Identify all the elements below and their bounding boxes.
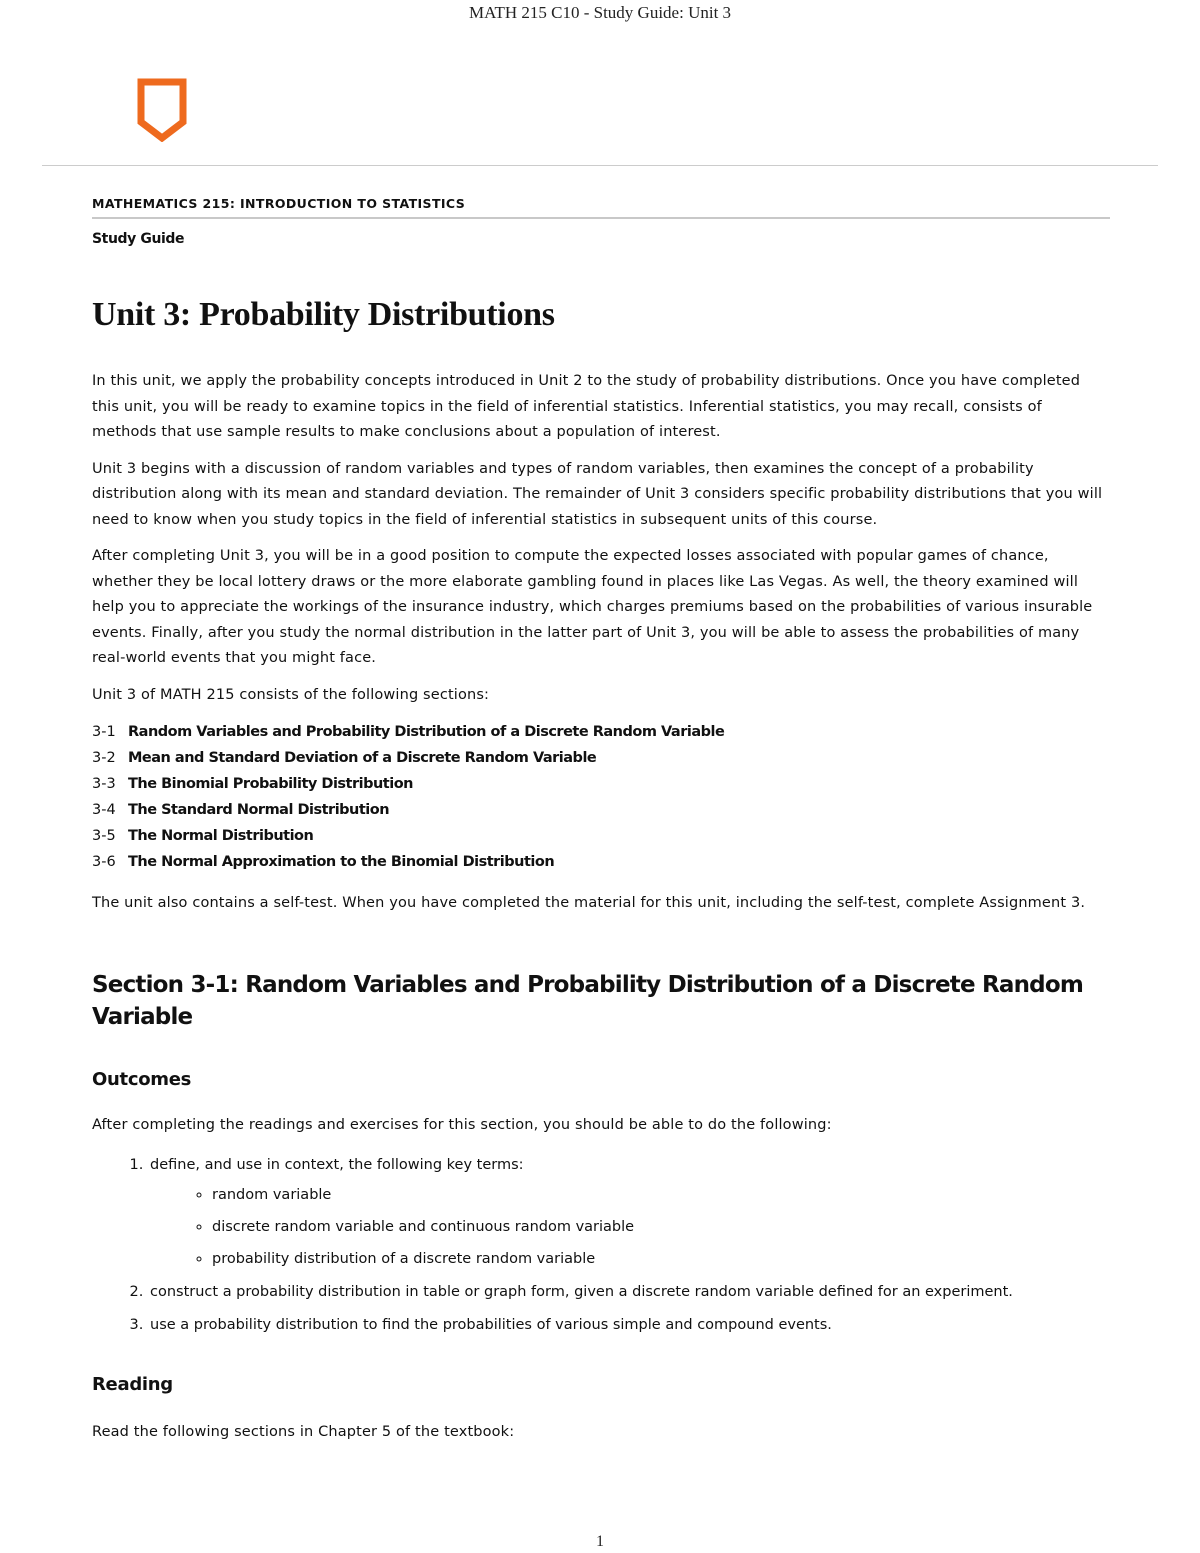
section-list-item[interactable]	[92, 797, 1110, 823]
section-link[interactable]: The Standard Normal Distribution	[128, 802, 390, 818]
outcomes-heading: Outcomes	[92, 1068, 192, 1090]
section-list-item[interactable]	[92, 719, 1110, 745]
section-number: 3-4	[92, 802, 116, 818]
page-number: 1	[596, 1533, 604, 1550]
outcome-item	[148, 1152, 1110, 1272]
intro-paragraph: Unit 3 begins with a discussion of random variables and types of random variables, then examines the concept of a probability distribution along with its mean and standard deviation. The remainder of Unit 3 considers specific probability distributions that you will need to know when you study topics in the field of inferential statistics in subsequent units of this course.	[92, 460, 1103, 528]
outcome-text: define, and use in context, the following key terms:	[150, 1157, 524, 1173]
intro-paragraph: In this unit, we apply the probability concepts introduced in Unit 2 to the study of probability distributions. Once you have completed this unit, you will be ready to examine topics in the field of inferential statistics. Inferential statistics, you may recall, consists of methods that use sample results to make conclusions about a population of interest.	[92, 373, 1081, 440]
print-header: MATH 215 C10 - Study Guide: Unit 3	[468, 3, 732, 22]
shield-logo-icon	[137, 78, 187, 142]
section-number: 3-3	[92, 776, 116, 792]
outcome-item: 3. use a probability distribution to find the probabilities of various simple and compound events.	[148, 1312, 1110, 1338]
key-term: ◦ discrete random variable and continuous random variable	[212, 1214, 1110, 1240]
reading-intro: Read the following sections in Chapter 5 of the textbook:	[92, 1424, 515, 1440]
section-heading: Section 3-1: Random Variables and Probability Distribution of a Discrete Random Variable	[92, 971, 1083, 1030]
section-number: 3-6	[92, 854, 116, 870]
outcomes-list	[92, 1152, 1110, 1338]
section-list	[92, 719, 1110, 875]
reading-heading: Reading	[92, 1374, 173, 1395]
section-list-item[interactable]	[92, 823, 1110, 849]
course-label: MATHEMATICS 215: INTRODUCTION TO STATISTICS	[92, 196, 1110, 219]
study-guide-label: Study Guide	[92, 231, 185, 247]
section-list-item[interactable]	[92, 745, 1110, 771]
study-guide-content	[92, 196, 1110, 1457]
section-list-item[interactable]	[92, 849, 1110, 875]
section-number: 3-2	[92, 750, 116, 766]
sections-intro: Unit 3 of MATH 215 consists of the following sections:	[92, 686, 490, 703]
key-term: ◦ random variable	[212, 1182, 1110, 1208]
section-link[interactable]: The Normal Approximation to the Binomial Distribution	[128, 854, 555, 870]
section-number: 3-1	[92, 724, 116, 740]
outcome-item: 2. construct a probability distribution in table or graph form, given a discrete random variable defined for an experiment.	[148, 1279, 1110, 1305]
section-link[interactable]: The Normal Distribution	[128, 828, 314, 844]
unit-title: Unit 3: Probability Distributions	[92, 296, 555, 333]
closing-paragraph: The unit also contains a self-test. When you have completed the material for this unit, including the self-test, complete Assignment 3.	[92, 895, 1086, 911]
header-divider	[42, 165, 1158, 166]
intro-paragraph: After completing Unit 3, you will be in a good position to compute the expected losses associated with popular games of chance, whether they be local lottery draws or the more elaborate gambling found in places like Las Vegas. As well, the theory examined will help you to appreciate the workings of the insurance industry, which charges premiums based on the probabilities of various insurable events. Finally, after you study the normal distribution in the latter part of Unit 3, you will be able to assess the probabilities of many real-world events that you might face.	[92, 548, 1093, 666]
section-number: 3-5	[92, 828, 116, 844]
section-list-item[interactable]	[92, 771, 1110, 797]
section-link[interactable]: The Binomial Probability Distribution	[128, 776, 413, 792]
section-link[interactable]: Mean and Standard Deviation of a Discrete Random Variable	[128, 750, 597, 766]
key-term: ◦ probability distribution of a discrete random variable	[212, 1246, 1110, 1272]
unit-introduction	[92, 369, 1110, 708]
key-terms-list	[150, 1182, 1110, 1272]
outcomes-intro: After completing the readings and exercises for this section, you should be able to do the following:	[92, 1116, 832, 1133]
section-link[interactable]: Random Variables and Probability Distribution of a Discrete Random Variable	[128, 724, 725, 740]
